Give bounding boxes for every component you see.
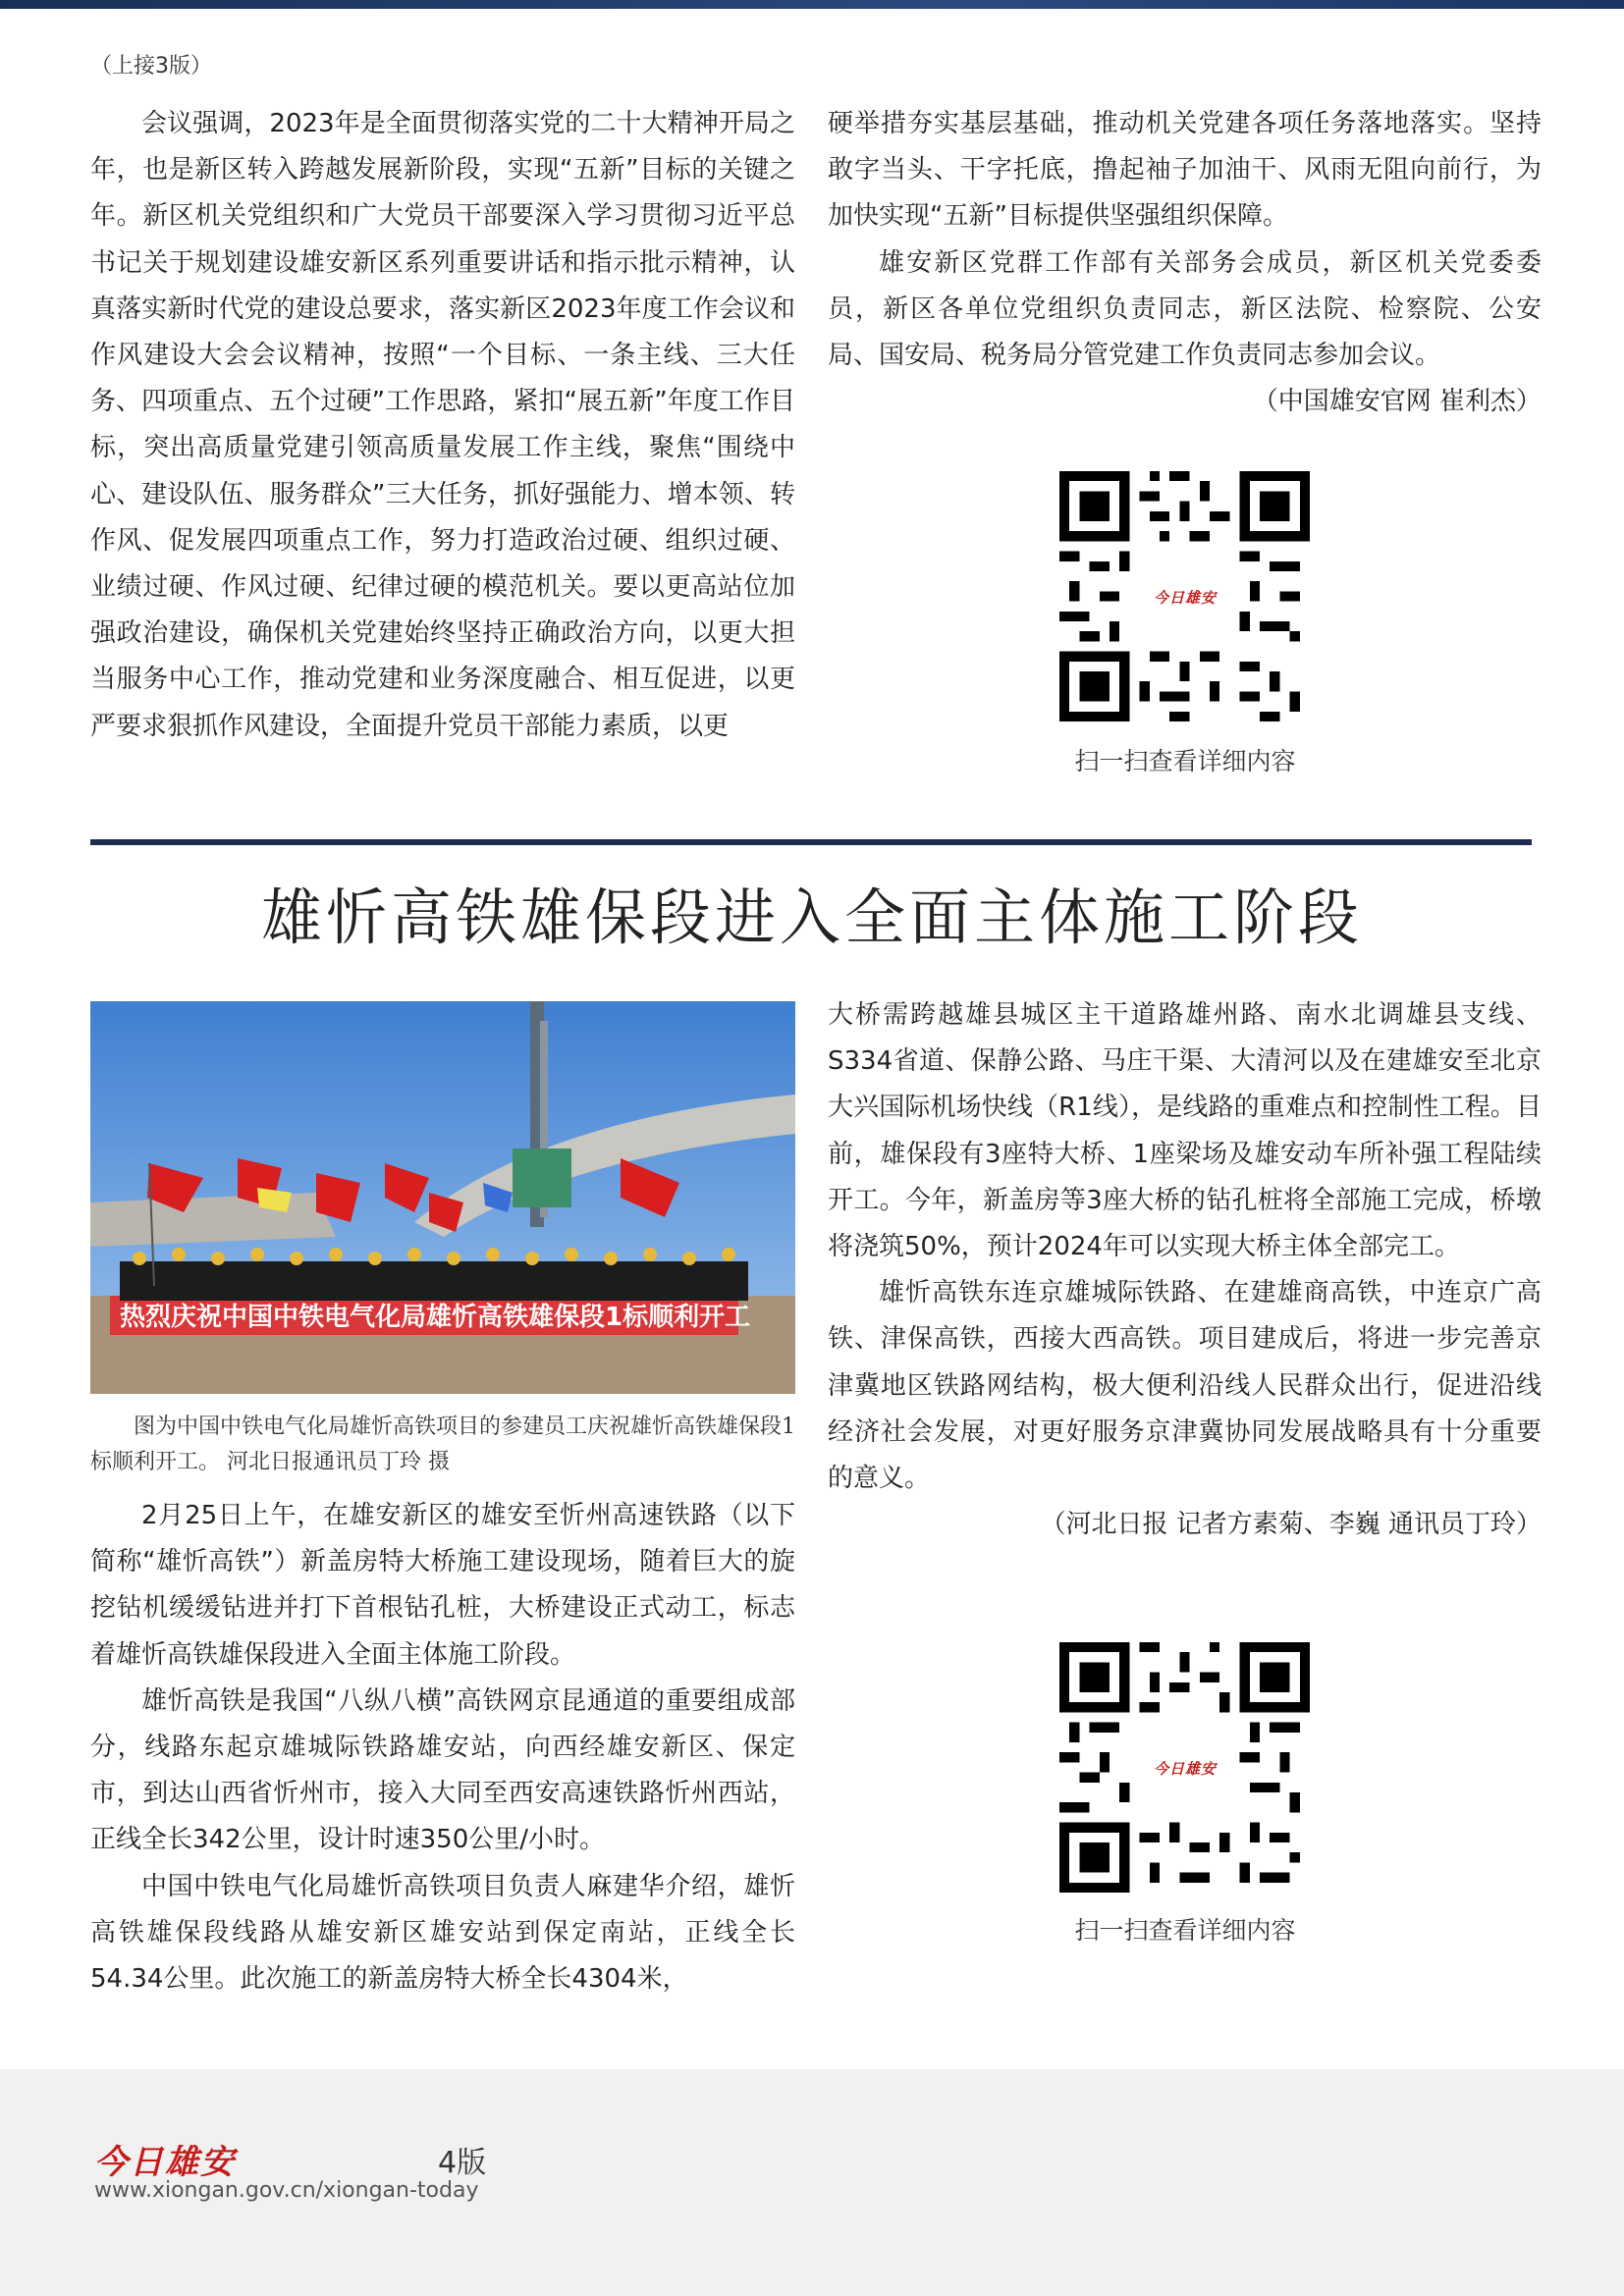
footer-url[interactable]: www.xiongan.gov.cn/xiongan-today (94, 2178, 479, 2203)
article-2-paragraph: 中国中铁电气化局雄忻高铁项目负责人麻建华介绍，雄忻高铁雄保段线路从雄安新区雄安站到保定南站，正线全长54.34公里。此次施工的新盖房特大桥全长4304米， (90, 1871, 795, 1995)
section-divider (90, 839, 1532, 845)
qr-label-1: 扫一扫查看详细内容 (1074, 747, 1296, 775)
photo-image (90, 1001, 795, 1394)
photo-banner-text: 热烈庆祝中国中铁电气化局雄忻高铁雄保段1标顺利开工 (120, 1303, 751, 1332)
continued-note: （上接3版） (90, 54, 212, 79)
qr-code-1[interactable] (1059, 471, 1310, 721)
article-2-paragraph: 大桥需跨越雄县城区主干道路雄州路、南水北调雄县支线、S334省道、保静公路、马庄干渠、大清河以及在建雄安至北京大兴国际机场快线（R1线），是线路的重难点和控制性工程。目前，雄保段有3座特大桥、1座梁场及雄安动车所补强工程陆续开工。今年，新盖房等3座大桥的钻孔桩将全部施工完成，桥墩将浇筑50%，预计2024年可以实现大桥主体全部完工。 (828, 1000, 1542, 1262)
qr-center-logo: 今日雄安 (1150, 1733, 1220, 1803)
qr-label-2: 扫一扫查看详细内容 (1074, 1916, 1296, 1945)
article-2-paragraph: 雄忻高铁是我国“八纵八横”高铁网京昆通道的重要组成部分，线路东起京雄城际铁路雄安站，向西经雄安新区、保定市，到达山西省忻州市，接入大同至西安高速铁路忻州西站，正线全长342公里，设计时速350公里/小时。 (90, 1685, 795, 1855)
top-accent-bar (0, 0, 1624, 9)
article-2-paragraph: 2月25日上午，在雄安新区的雄安至忻州高速铁路（以下简称“雄忻高铁”）新盖房特大桥施工建设现场，随着巨大的旋挖钻机缓缓钻进并打下首根钻孔桩，大桥建设正式动工，标志着雄忻高铁雄保段进入全面主体施工阶段。 (90, 1501, 795, 1670)
article-1-paragraph: 会议强调，2023年是全面贯彻落实党的二十大精神开局之年，也是新区转入跨越发展新阶段，实现“五新”目标的关键之年。新区机关党组织和广大党员干部要深入学习贯彻习近平总书记关于规划建设雄安新区系列重要讲话和指示批示精神，认真落实新时代党的建设总要求，落实新区2023年度工作会议和作风建设大会会议精神，按照“一个目标、一条主线、三大任务、四项重点、五个过硬”工作思路，紧扣“展五新”年度工作目标，突出高质量党建引领高质量发展工作主线，聚焦“围绕中心、建设队伍、服务群众”三大任务，抓好强能力、增本领、转作风、促发展四项重点工作，努力打造政治过硬、组织过硬、业绩过硬、作风过硬、纪律过硬的模范机关。要以更高站位加强政治建设，确保机关党建始终坚持正确政治方向，以更大担当服务中心工作，推动党建和业务深度融合、相互促进，以更严要求狠抓作风建设，全面提升党员干部能力素质，以更 (90, 109, 795, 741)
footer-logo: 今日雄安 (94, 2143, 236, 2182)
article-1-source: （中国雄安官网 崔利杰） (1252, 387, 1542, 417)
qr-code-2[interactable] (1059, 1642, 1310, 1893)
qr-center-logo: 今日雄安 (1150, 561, 1220, 632)
article-2-column-left (90, 1493, 795, 2002)
article-2-headline: 雄忻高铁雄保段进入全面主体施工阶段 (260, 881, 1363, 953)
article-2-column-right (828, 992, 1542, 1548)
article-1-paragraph: 硬举措夯实基层基础，推动机关党建各项任务落地落实。坚持敢字当头、干字托底，撸起袖子加油干、风雨无阻向前行，为加快实现“五新”目标提供坚强组织保障。 (828, 109, 1542, 232)
page-number: 4版 (438, 2146, 487, 2180)
article-1-column-right (828, 101, 1542, 425)
article-1-column-left (90, 101, 795, 750)
article-2-paragraph: 雄忻高铁东连京雄城际铁路、在建雄商高铁，中连京广高铁、津保高铁，西接大西高铁。项目建成后，将进一步完善京津冀地区铁路网结构，极大便利沿线人民群众出行，促进沿线经济社会发展，对更好服务京津冀协同发展战略具有十分重要的意义。 (828, 1278, 1542, 1494)
construction-site-photo (90, 1001, 795, 1394)
article-2-source: （河北日报 记者方素菊、李巍 通讯员丁玲） (1040, 1510, 1542, 1540)
article-1-paragraph: 雄安新区党群工作部有关部务会成员，新区机关党委委员，新区各单位党组织负责同志，新区法院、检察院、公安局、国安局、税务局分管党建工作负责同志参加会议。 (828, 247, 1542, 371)
photo-caption: 图为中国中铁电气化局雄忻高铁项目的参建员工庆祝雄忻高铁雄保段1标顺利开工。 河北日报通讯员丁玲 摄 (90, 1415, 795, 1474)
